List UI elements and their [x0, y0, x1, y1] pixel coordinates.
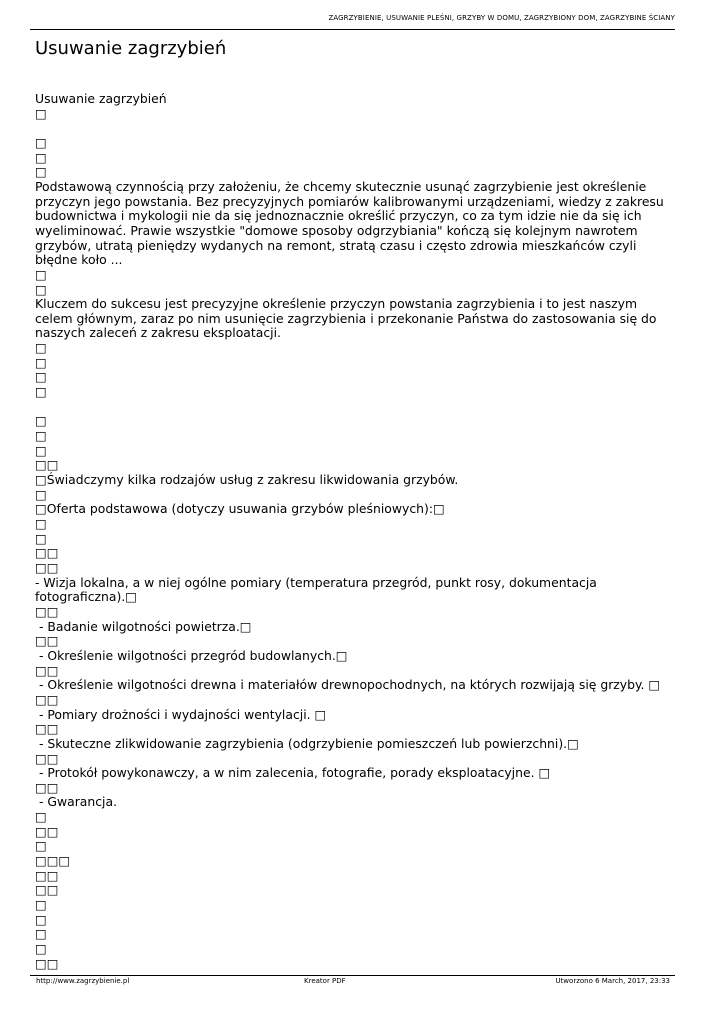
- box-glyph: □□□: [35, 853, 71, 869]
- box-glyph: □: [35, 941, 47, 957]
- box-glyph: □□: [35, 779, 59, 795]
- body-subtitle: Usuwanie zagrzybień: [35, 91, 167, 106]
- footer-created-date: Utworzono 6 March, 2017, 23:33: [555, 977, 670, 985]
- offer-item: - Skuteczne zlikwidowanie zagrzybienia (odgrzybienie pomieszczeń lub powierzchni).□: [35, 735, 579, 751]
- footer-url-link[interactable]: http://www.zagrzybienie.pl: [36, 977, 130, 985]
- document-body: [35, 92, 675, 971]
- box-glyph: □: [35, 340, 47, 356]
- box-glyph: □□: [35, 823, 59, 839]
- intro-paragraph: Podstawową czynnością przy założeniu, że chcemy skutecznie usunąć zagrzybienie jest określenie przyczyn jego powstania. Bez precyzyjnych pomiarów kalibrowanymi urządzeniami, wiedzy z zakresu budownictwa i mykologii nie da się jednoznacznie określić przyczyn, co za tym idzie nie da się ich wyeliminować. Prawie wszystkie "domowe sposoby odgrzybiania" kończą się kolejnym nawrotem grzybów, utratą pieniędzy wydanych na remont, stratą czasu i często zdrowia mieszkańców czyli błędne koło ...: [35, 178, 664, 268]
- box-glyph: □□: [35, 603, 59, 619]
- box-glyph: □: [35, 486, 47, 502]
- blank-line: [35, 121, 675, 136]
- page-header-keywords: ZAGRZYBIENIE, USUWANIE PLEŚNI, GRZYBY W DOMU, ZAGRZYBIONY DOM, ZAGRZYBINE ŚCIANY: [328, 14, 675, 22]
- box-glyph: □: [35, 384, 47, 400]
- box-glyph: □: [35, 266, 47, 282]
- box-glyph: □: [35, 354, 47, 370]
- services-intro: □Świadczymy kilka rodzajów usług z zakresu likwidowania grzybów.: [35, 472, 459, 488]
- offer-item: - Gwarancja.: [35, 794, 118, 810]
- box-glyph: □: [35, 149, 47, 165]
- box-glyph: □: [35, 164, 47, 180]
- header-divider: [30, 29, 675, 30]
- box-glyph: □□: [35, 750, 59, 766]
- box-glyph: □□: [35, 955, 59, 971]
- offer-item: - Określenie wilgotności drewna i materiałów drewnopochodnych, na których rozwijają się grzyby. □: [35, 677, 661, 693]
- box-glyph: □: [35, 134, 47, 150]
- offer-item: - Określenie wilgotności przegród budowlanych.□: [35, 647, 348, 663]
- box-glyph: □□: [35, 662, 59, 678]
- box-glyph: □: [35, 530, 47, 546]
- box-glyph: □□: [35, 457, 59, 473]
- box-glyph: □: [35, 428, 47, 444]
- box-glyph: □: [35, 516, 47, 531]
- box-glyph: □: [35, 413, 47, 429]
- box-glyph: □□: [35, 633, 59, 649]
- footer-divider: [30, 975, 675, 976]
- box-glyph: □: [35, 369, 47, 385]
- box-glyph: □□: [35, 545, 59, 561]
- key-paragraph: Kluczem do sukcesu jest precyzyjne określenie przyczyn powstania zagrzybienia i to jest naszym celem głównym, zaraz po nim usunięcie zagrzybienia i przekonanie Państwa do zastosowania się do naszych zaleceń z zakresu eksploatacji.: [35, 296, 657, 341]
- box-glyph: □: [35, 838, 47, 854]
- box-glyph: □: [35, 281, 47, 297]
- footer-generator: Kreator PDF: [304, 977, 346, 985]
- box-glyph: □□: [35, 559, 59, 575]
- offer-item: - Wizja lokalna, a w niej ogólne pomiary (temperatura przegród, punkt rosy, dokumentacja fotograficzna).□: [35, 574, 597, 605]
- box-glyph: □: [35, 926, 47, 942]
- offer-heading: □Oferta podstawowa (dotyczy usuwania grzybów pleśniowych):□: [35, 501, 445, 517]
- blank-line: [35, 400, 675, 415]
- box-glyph: □: [35, 809, 47, 825]
- box-glyph: □: [35, 105, 47, 121]
- box-glyph: □: [35, 442, 47, 458]
- box-glyph: □: [35, 911, 47, 927]
- offer-item: - Protokół powykonawczy, a w nim zalecenia, fotografie, porady eksploatacyjne. □: [35, 765, 551, 781]
- document-title: Usuwanie zagrzybień: [35, 38, 227, 59]
- offer-item: - Pomiary drożności i wydajności wentylacji. □: [35, 706, 327, 722]
- box-glyph: □: [35, 897, 47, 913]
- offer-item: - Badanie wilgotności powietrza.□: [35, 618, 252, 634]
- box-glyph: □□: [35, 882, 59, 898]
- box-glyph: □□: [35, 691, 59, 707]
- box-glyph: □□: [35, 721, 59, 737]
- box-glyph: □□: [35, 867, 59, 883]
